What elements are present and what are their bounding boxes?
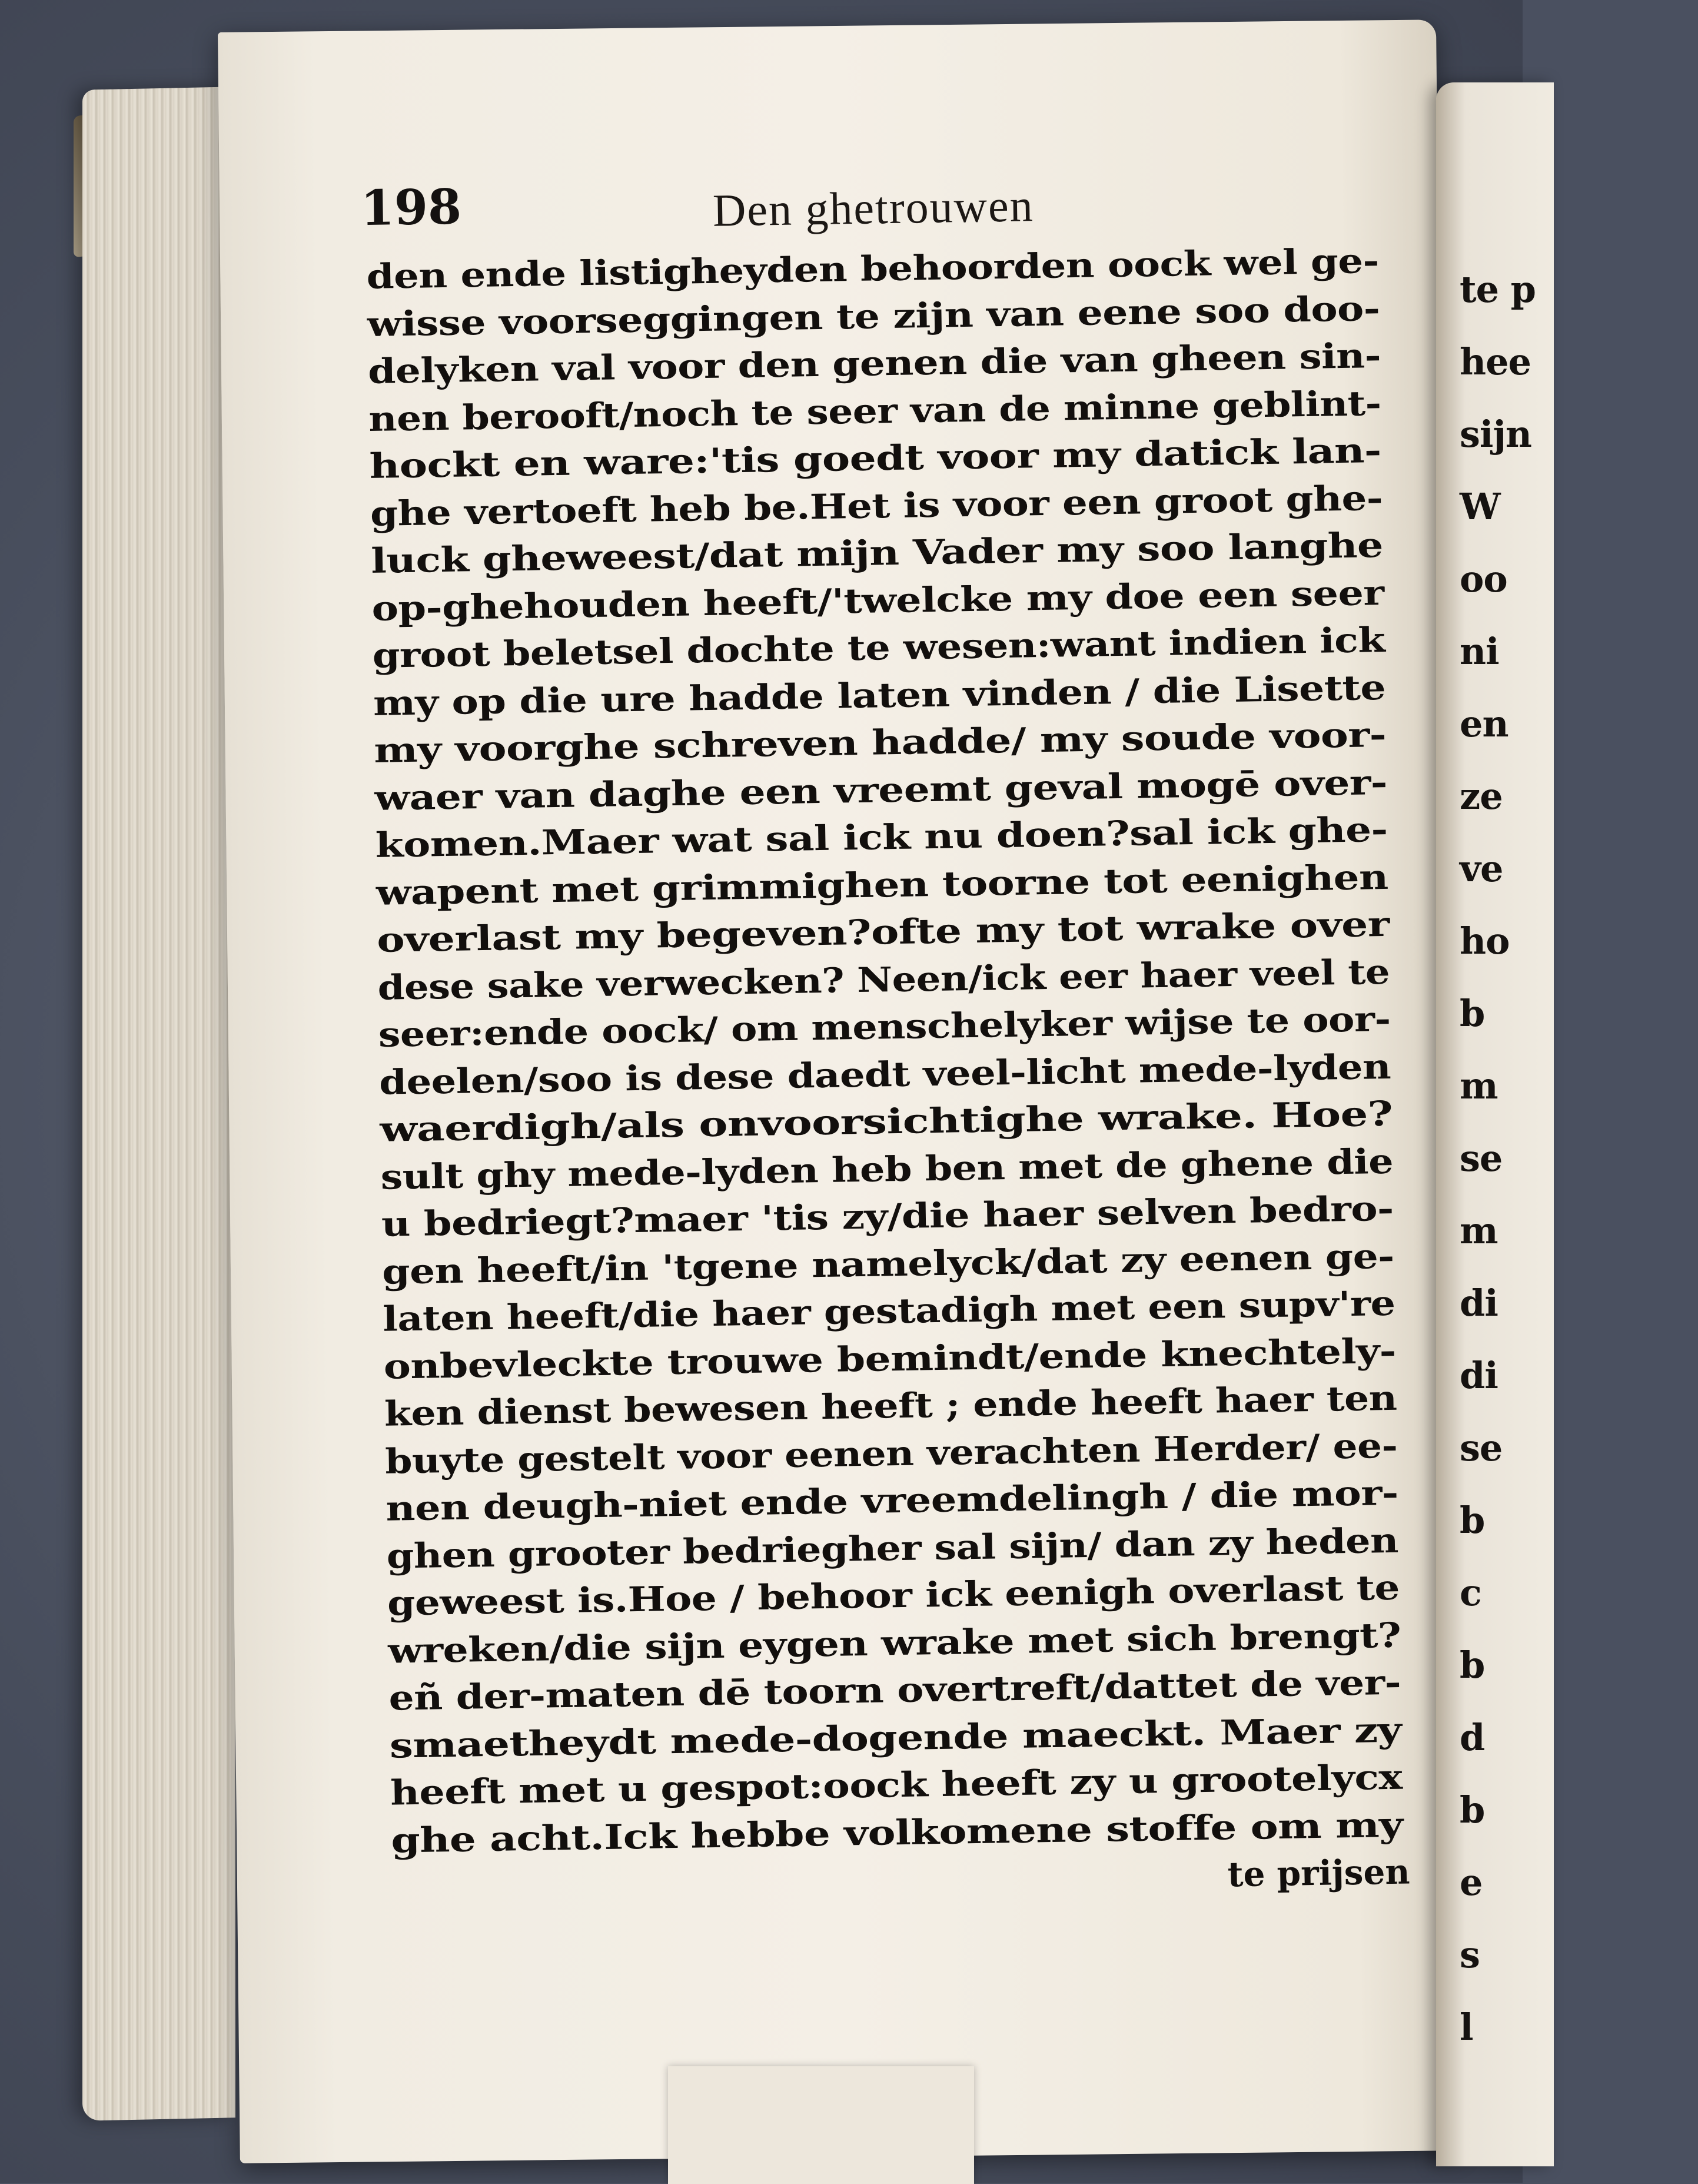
facing-text-fragment: di (1460, 1354, 1498, 1397)
text-line: heeft met u gespot:oock heeft zy u grootelycx (390, 1757, 1403, 1813)
text-line: groot beletsel dochte te wesen:want indien ick (372, 619, 1385, 676)
running-head: Den ghetrouwen (712, 180, 1035, 236)
text-line: luck gheweest/dat mijn Vader my soo langhe (370, 525, 1384, 581)
text-line: hockt en ware:'tis goedt voor my datick lan- (369, 430, 1382, 486)
text-line: my voorghe schreven hadde/ my soude voor- (373, 714, 1387, 771)
text-line: deelen/soo is dese daedt veel-licht mede-lyden (378, 1046, 1391, 1103)
text-line: my op die ure hadde laten vinden / die Lisette (373, 667, 1386, 723)
text-line: wapent met grimmighen toorne tot eenighen (376, 857, 1389, 913)
text-line: gen heeft/in 'tgene namelyck/dat zy eenen ge- (381, 1236, 1395, 1292)
text-line: nen deugh-niet ende vreemdelingh / die mor- (386, 1472, 1399, 1529)
text-line: ghen grooter bedriegher sal sijn/ dan zy heden (386, 1520, 1399, 1576)
facing-text-fragment: W (1460, 485, 1500, 528)
facing-text-fragment: l (1460, 2006, 1473, 2049)
facing-text-fragment: ve (1460, 847, 1503, 890)
paper-slip (668, 2066, 974, 2184)
text-line: komen.Maer wat sal ick nu doen?sal ick ghe- (375, 809, 1388, 865)
text-block (360, 161, 1422, 1911)
facing-text-fragment: c (1460, 1571, 1481, 1614)
facing-text-fragment: sijn (1460, 413, 1531, 456)
facing-text-fragment: b (1460, 992, 1485, 1035)
facing-text-fragment: se (1460, 1426, 1503, 1469)
text-line: sult ghy mede-lyden heb ben met de ghene die (380, 1141, 1394, 1197)
facing-text-fragment: di (1460, 1282, 1498, 1325)
text-line: ghe acht.Ick hebbe volkomene stoffe om my (390, 1804, 1404, 1861)
facing-text-fragment: ni (1460, 630, 1499, 673)
text-line: delyken val voor den genen die van gheen sin- (367, 335, 1381, 391)
page-number: 198 (360, 178, 462, 237)
facing-text-fragment: te p (1460, 268, 1536, 311)
facing-text-fragment: oo (1460, 557, 1507, 600)
text-line: ken dienst bewesen heeft ; ende heeft haer ten (384, 1378, 1397, 1434)
facing-text-fragment: b (1460, 1788, 1485, 1831)
text-line: buyte gestelt voor eenen verachten Herder/ ee- (384, 1425, 1398, 1482)
text-line: wisse voorseggingen te zijn van eene soo doo- (367, 288, 1380, 344)
facing-text-fragment: ho (1460, 920, 1510, 962)
catchword: te prijsen (1227, 1851, 1410, 1895)
text-line: waer van daghe een vreemt geval mogē over- (374, 762, 1388, 818)
facing-text-fragment: b (1460, 1644, 1485, 1687)
text-line: smaetheydt mede-dogende maeckt. Maer zy (389, 1710, 1402, 1766)
text-line: den ende listigheyden behoorden oock wel ge- (366, 240, 1380, 297)
facing-text-fragment: m (1460, 1209, 1498, 1252)
text-line: nen berooft/noch te seer van de minne geblint- (368, 383, 1381, 439)
page-edges (82, 87, 235, 2120)
facing-text-fragment: ze (1460, 775, 1503, 818)
facing-text-fragment: e (1460, 1861, 1483, 1904)
text-line: onbevleckte trouwe bemindt/ende knechtely- (383, 1330, 1397, 1387)
facing-text-fragment: m (1460, 1064, 1498, 1107)
facing-text-fragment: en (1460, 702, 1508, 745)
text-line: u bedriegt?maer 'tis zy/die haer selven bedro- (381, 1188, 1394, 1244)
facing-text-fragment: b (1460, 1499, 1485, 1542)
text-line: geweest is.Hoe / behoor ick eenigh overlast te (387, 1567, 1400, 1624)
text-line: seer:ende oock/ om menschelyker wijse te oor- (378, 998, 1391, 1055)
text-line: ghe vertoeft heb be.Het is voor een groot ghe- (370, 477, 1383, 534)
text-line: op-ghehouden heeft/'twelcke my doe een seer (371, 572, 1385, 629)
text-line: laten heeft/die haer gestadigh met een supv're (382, 1283, 1395, 1339)
text-line: waerdigh/als onvoorsichtighe wrake. Hoe? (379, 1093, 1393, 1150)
facing-text-fragment: d (1460, 1716, 1485, 1759)
text-line: eñ der-maten dē toorn overtreft/dattet de ver- (388, 1662, 1401, 1718)
body-text (366, 237, 1421, 1864)
facing-text-fragment: hee (1460, 340, 1531, 383)
text-line: overlast my begeven?ofte my tot wrake over (376, 904, 1390, 960)
facing-text-fragment: s (1460, 1933, 1480, 1976)
text-line: wreken/die sijn eygen wrake met sich brengt? (387, 1615, 1401, 1671)
text-line: dese sake verwecken? Neen/ick eer haer veel te (377, 951, 1390, 1008)
facing-text-fragment: se (1460, 1137, 1503, 1180)
